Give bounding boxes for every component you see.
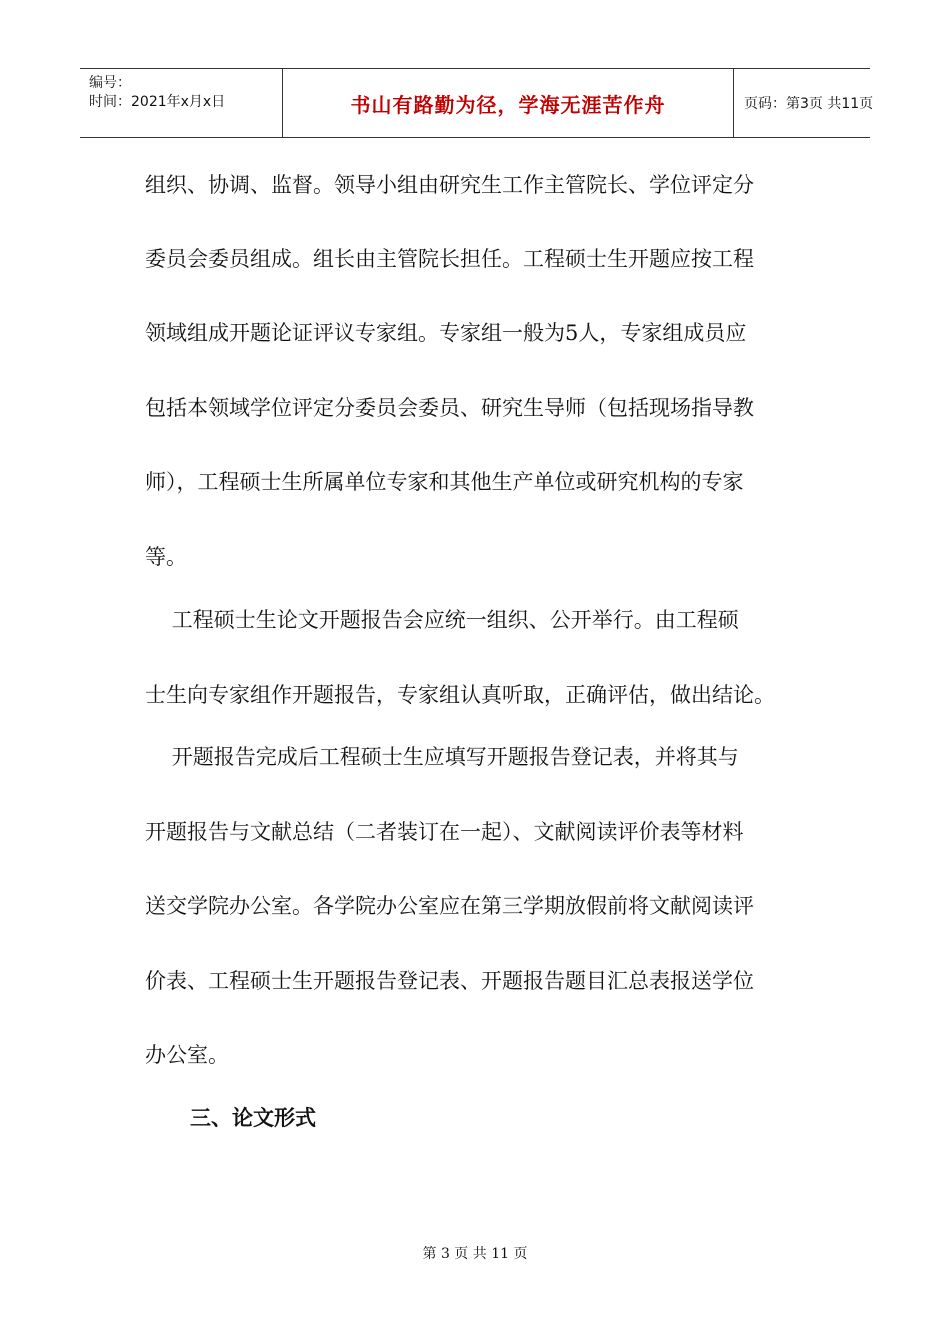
- body-line: 包括本领域学位评定分委员会委员、研究生导师（包括现场指导教: [145, 396, 754, 420]
- body-line: 送交学院办公室。各学院办公室应在第三学期放假前将文献阅读评: [145, 894, 754, 918]
- body-line: 委员会委员组成。组长由主管院长担任。工程硕士生开题应按工程: [145, 247, 754, 271]
- body-line: 等。: [145, 545, 187, 569]
- page-header: [80, 68, 874, 138]
- body-line: 办公室。: [145, 1043, 229, 1067]
- body-line: 工程硕士生论文开题报告会应统一组织、公开举行。由工程硕: [145, 608, 739, 632]
- header-page-cell: [734, 69, 874, 137]
- body-line: 开题报告完成后工程硕士生应填写开题报告登记表，并将其与: [145, 745, 739, 769]
- body-line: 领域组成开题论证评议专家组。专家组一般为5人，专家组成员应: [145, 321, 747, 345]
- body-line: 价表、工程硕士生开题报告登记表、开题报告题目汇总表报送学位: [145, 969, 754, 993]
- document-number-label: 编号：: [89, 75, 131, 91]
- header-motto: 书山有路勤为径，学海无涯苦作舟: [350, 92, 666, 117]
- header-left-cell: [80, 69, 282, 137]
- body-line: 开题报告与文献总结（二者装订在一起）、文献阅读评价表等材料: [145, 820, 744, 844]
- body-line: 师），工程硕士生所属单位专家和其他生产单位或研究机构的专家: [145, 470, 744, 494]
- body-line: 组织、协调、监督。领导小组由研究生工作主管院长、学位评定分: [145, 173, 754, 197]
- body-line: 士生向专家组作开题报告，专家组认真听取，正确评估，做出结论。: [145, 683, 775, 707]
- page-footer: 第 3 页 共 11 页: [422, 1246, 528, 1262]
- header-page-info: 页码：第3页 共11页: [744, 96, 874, 112]
- document-time-label: 时间：2021年x月x日: [89, 94, 226, 110]
- section-heading: 三、论文形式: [190, 1106, 316, 1130]
- header-motto-cell: [282, 69, 734, 137]
